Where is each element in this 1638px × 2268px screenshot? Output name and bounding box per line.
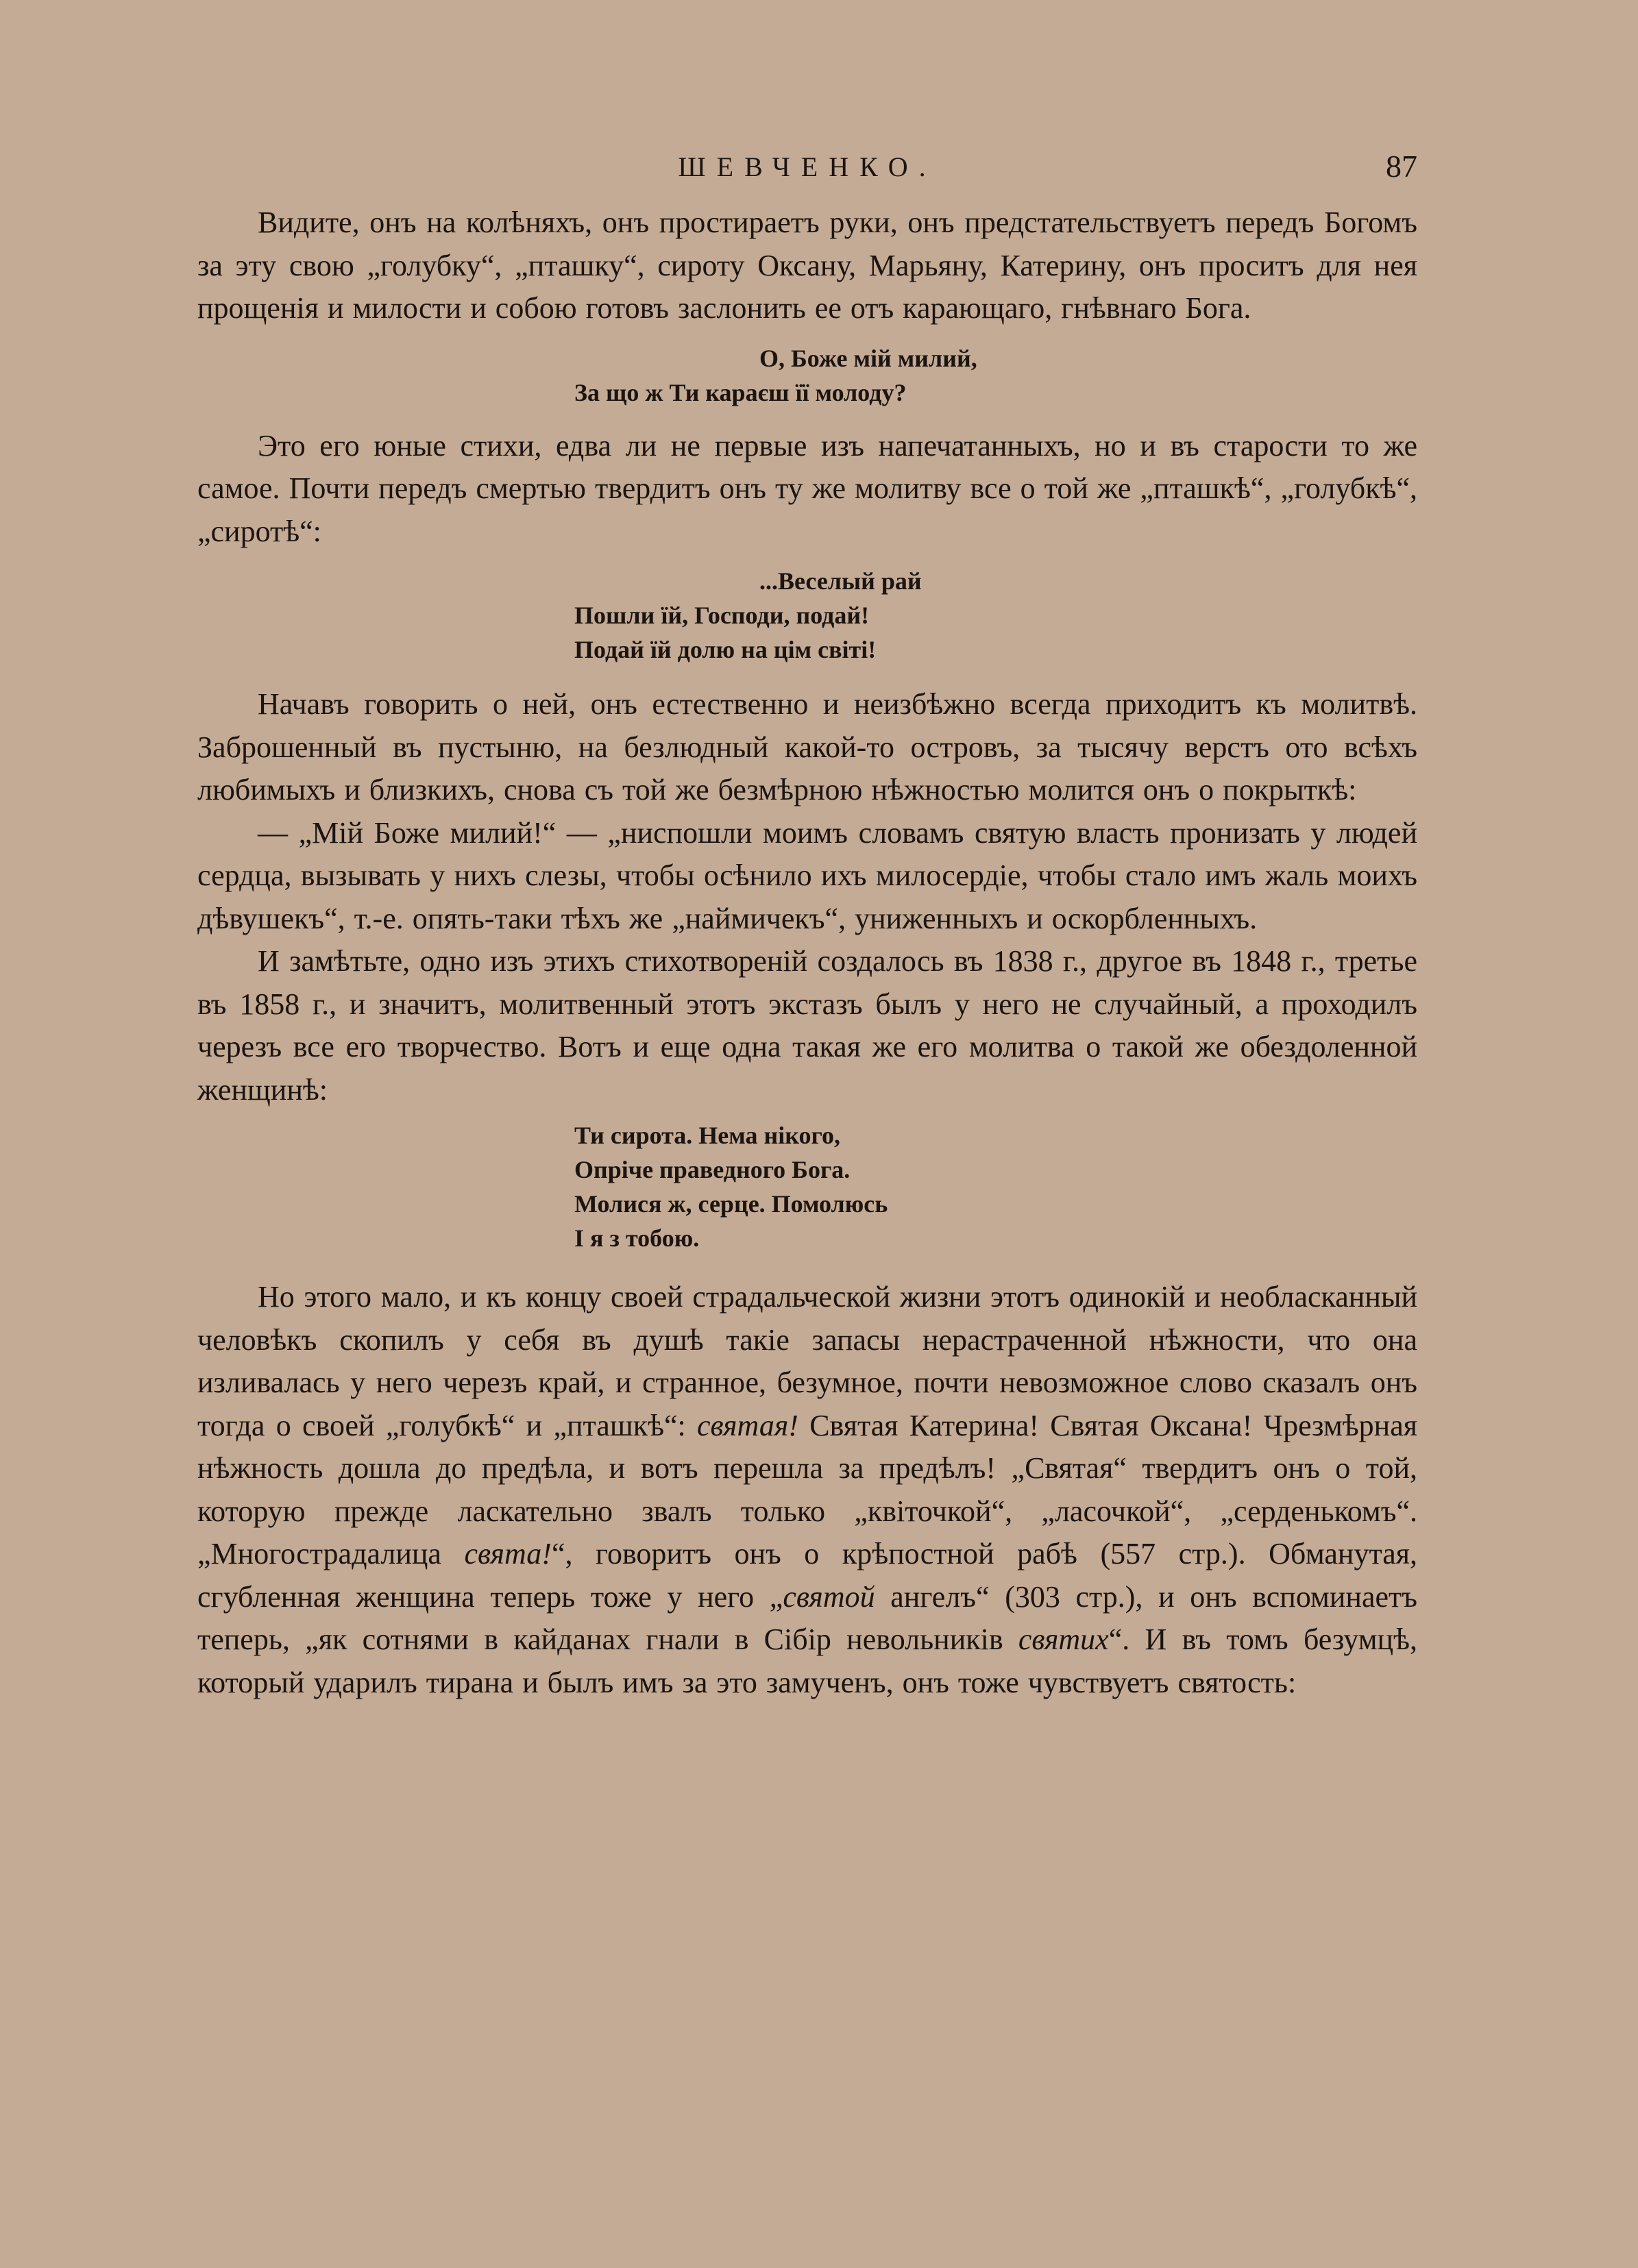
page-number: 87 (1386, 149, 1417, 184)
verse-line: Пошли їй, Господи, подай! (574, 602, 870, 629)
verse-line: ...Веселый рай (759, 567, 922, 595)
verse-line: Опріче праведного Бога. (574, 1156, 851, 1183)
paragraph-3: Начавъ говорить о ней, онъ естественно и неизбѣжно всегда приходитъ къ молитвѣ. Заброшенный въ пустыню, на безлюдный какой-то островъ, за тысячу верстъ ото всѣхъ любимыхъ и близкихъ, снова съ той же безмѣрною нѣжностью молится онъ о покрыткѣ: (197, 687, 1417, 806)
text-run: “. И въ томъ безумцѣ, который ударилъ тирана и былъ имъ за это замученъ, онъ тоже чувствуетъ святость: (197, 1623, 1417, 1699)
verse-line: І я з тобою. (574, 1224, 700, 1252)
book-page (197, 144, 1417, 1704)
paragraph-5: И замѣтьте, одно изъ этихъ стихотвореній создалось въ 1838 г., другое въ 1848 г., третье въ 1858 г., и значитъ, молитвенный этотъ экстазъ былъ у него не случайный, а проходилъ черезъ все его творчество. Вотъ и еще одна такая же его молитва о такой же обездоленной женщинѣ: (197, 944, 1417, 1107)
italic-text: свята! (464, 1537, 552, 1570)
text-run: “, говоритъ онъ о крѣпостной рабѣ (557 стр.). Обманутая, сгубленная женщина теперь тоже у него „ (197, 1537, 1417, 1614)
text-run: Но этого мало, и къ концу своей страдальческой жизни этотъ одинокій и необласканный человѣкъ скопилъ у себя въ душѣ такіе запасы нерастраченной нѣжности, что она изливалась у него черезъ край, и странное, безумное, почти невозможное слово сказалъ онъ тогда о своей „голубкѣ“ и „пташкѣ“: (197, 1280, 1417, 1442)
paragraph-4: — „Мій Боже милий!“ — „ниспошли моимъ словамъ святую власть пронизать у людей сердца, вызывать у нихъ слезы, чтобы осѣнило ихъ милосердіе, чтобы стало имъ жаль моихъ дѣвушекъ“, т.-е. опять-таки тѣхъ же „наймичекъ“, униженныхъ и оскорбленныхъ. (197, 815, 1417, 935)
text-run: ангелъ“ (303 стр.), и онъ вспоминаетъ теперь, „як сотнями в кайданах гнали в Сібір невольників (197, 1579, 1417, 1656)
verse-line: За що ж Ти караєш її молоду? (574, 378, 907, 406)
verse-line: О, Боже мій милий, (759, 344, 977, 372)
verse-1 (574, 341, 1417, 410)
verse-3 (574, 1118, 1417, 1255)
paragraph-1: Видите, онъ на колѣняхъ, онъ простираетъ руки, онъ предстательствуетъ передъ Богомъ за эту свою „голубку“, „пташку“, сироту Оксану, Марьяну, Катерину, онъ проситъ для нея прощенія и милости и собою готовъ заслонить ее отъ карающаго, гнѣвнаго Бога. (197, 206, 1417, 325)
italic-text: святая! (697, 1408, 798, 1442)
running-title: ШЕВЧЕНКО. (678, 151, 937, 182)
text-run: Святая Катерина! Святая Оксана! Чрезмѣрная нѣжность дошла до предѣла, и вотъ перешла за предѣлъ! „Святая“ твердитъ онъ о той, которую прежде ласкательно звалъ только „квіточкой“, „ласочкой“, „серденькомъ“. „Многострадалица (197, 1408, 1417, 1570)
verse-2 (574, 564, 1417, 667)
italic-text: святих (1018, 1623, 1109, 1656)
verse-line: Молися ж, серце. Помолюсь (574, 1190, 888, 1218)
page-header (197, 144, 1417, 192)
italic-text: святой (783, 1579, 875, 1614)
paragraph-6 (197, 1276, 1417, 1704)
paragraph-2: Это его юные стихи, едва ли не первые изъ напечатанныхъ, но и въ старости то же самое. Почти передъ смертью твердитъ онъ ту же молитву все о той же „пташкѣ“, „голубкѣ“, „сиротѣ“: (197, 428, 1417, 548)
verse-line: Подай їй долю на цім світі! (574, 636, 877, 663)
verse-line: Ти сирота. Нема нікого, (574, 1122, 840, 1149)
